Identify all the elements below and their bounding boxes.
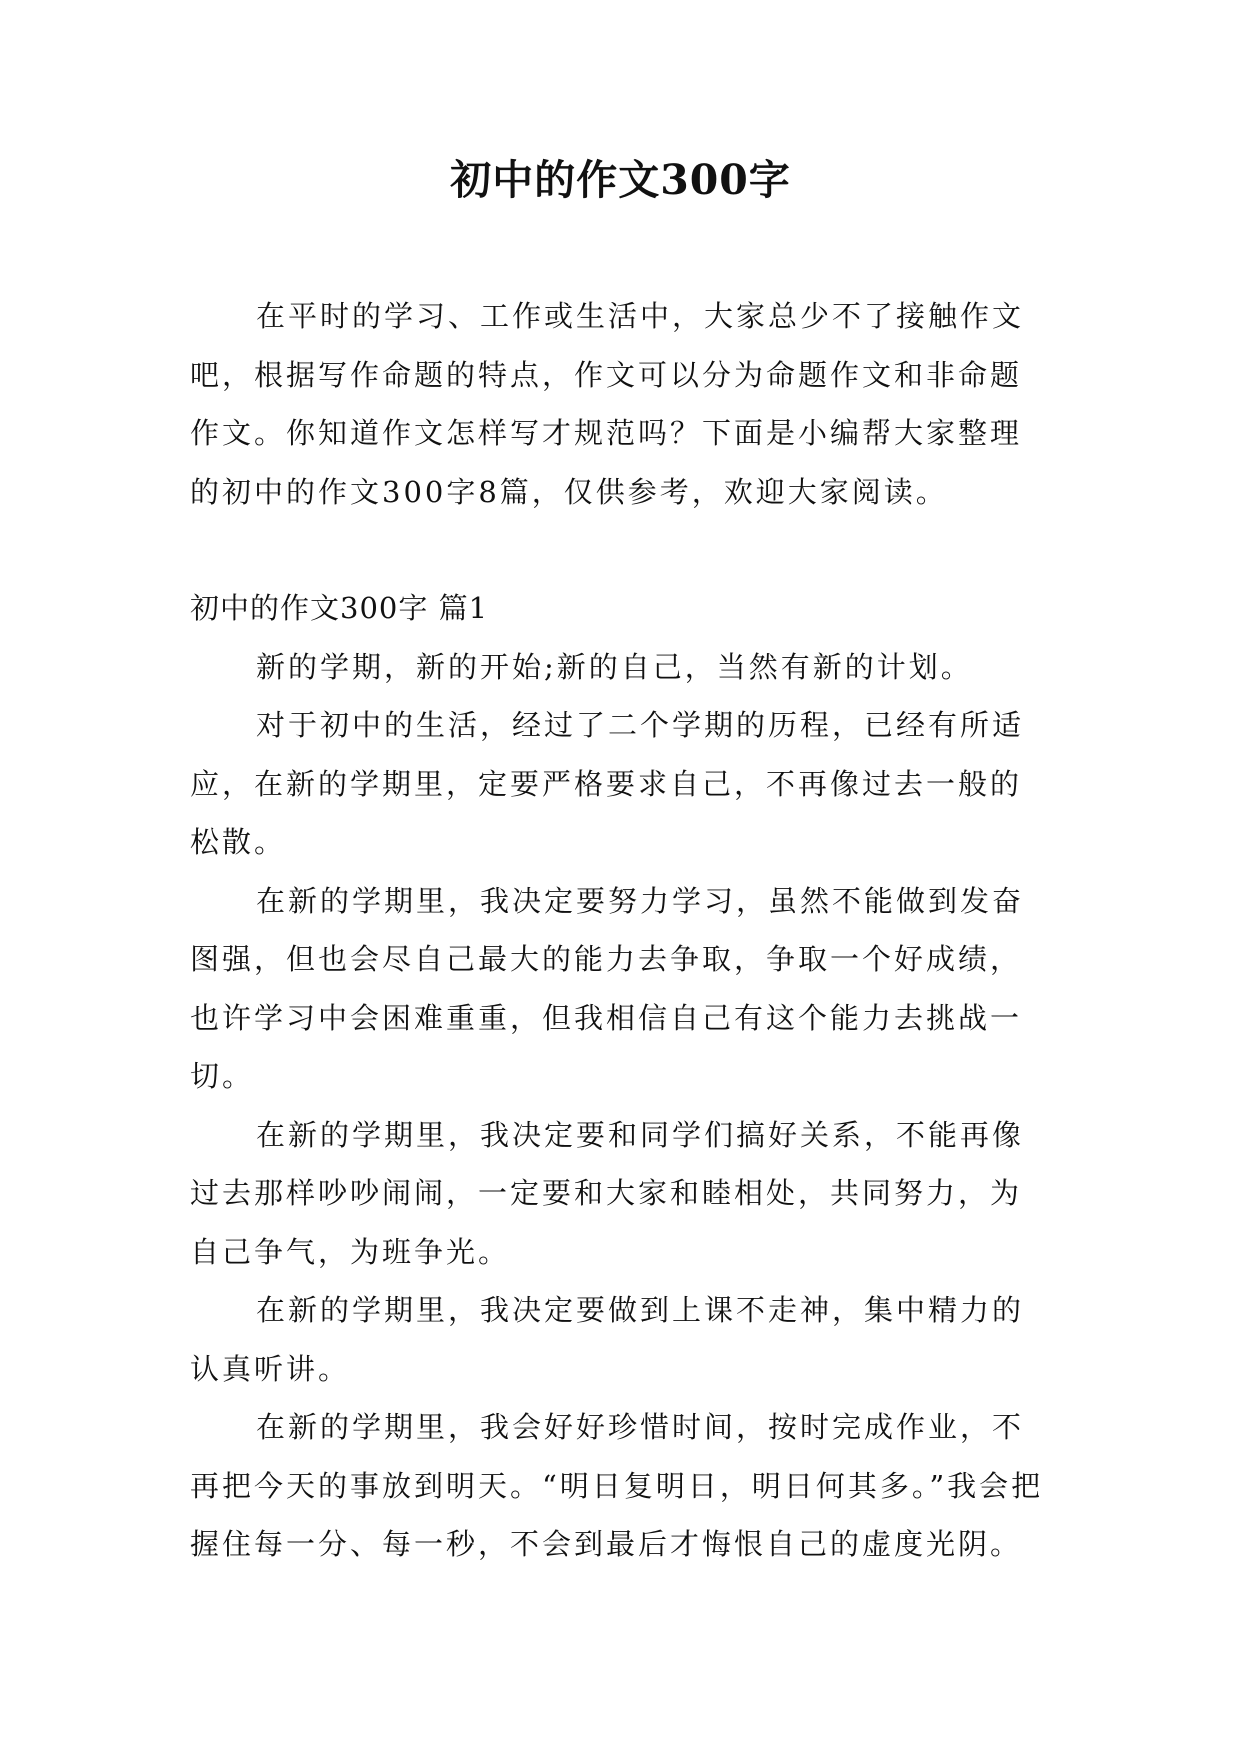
body-paragraph: 在新的学期里，我决定要努力学习，虽然不能做到发奋图强，但也会尽自己最大的能力去争取，争取一个好成绩，也许学习中会困难重重，但我相信自己有这个能力去挑战一切。 (190, 883, 1025, 1093)
document-title: 初中的作文300字 (450, 156, 791, 204)
body-paragraph: 在新的学期里，我决定要和同学们搞好关系，不能再像过去那样吵吵闹闹，一定要和大家和睦相处，共同努力，为自己争气，为班争光。 (190, 1117, 1025, 1269)
body-paragraph: 对于初中的生活，经过了二个学期的历程，已经有所适应，在新的学期里，定要严格要求自己，不再像过去一般的松散。 (190, 708, 1025, 859)
body-paragraph: 在新的学期里，我决定要做到上课不走神，集中精力的认真听讲。 (190, 1293, 1025, 1386)
body-paragraph: 在新的学期里，我会好好珍惜时间，按时完成作业，不再把今天的事放到明天。“明日复明日，明日何其多。”我会把握住每一分、每一秒，不会到最后才悔恨自己的虚度光阴。 (190, 1410, 1044, 1561)
document-body (190, 287, 1052, 1574)
intro-paragraph: 在平时的学习、工作或生活中，大家总少不了接触作文吧，根据写作命题的特点，作文可以分为命题作文和非命题作文。你知道作文怎样写才规范吗？下面是小编帮大家整理的初中的作文300字8篇，仅供参考，欢迎大家阅读。 (190, 299, 1025, 509)
body-paragraph: 新的学期，新的开始;新的自己，当然有新的计划。 (256, 649, 973, 684)
section-heading: 初中的作文300字 篇1 (190, 591, 489, 625)
